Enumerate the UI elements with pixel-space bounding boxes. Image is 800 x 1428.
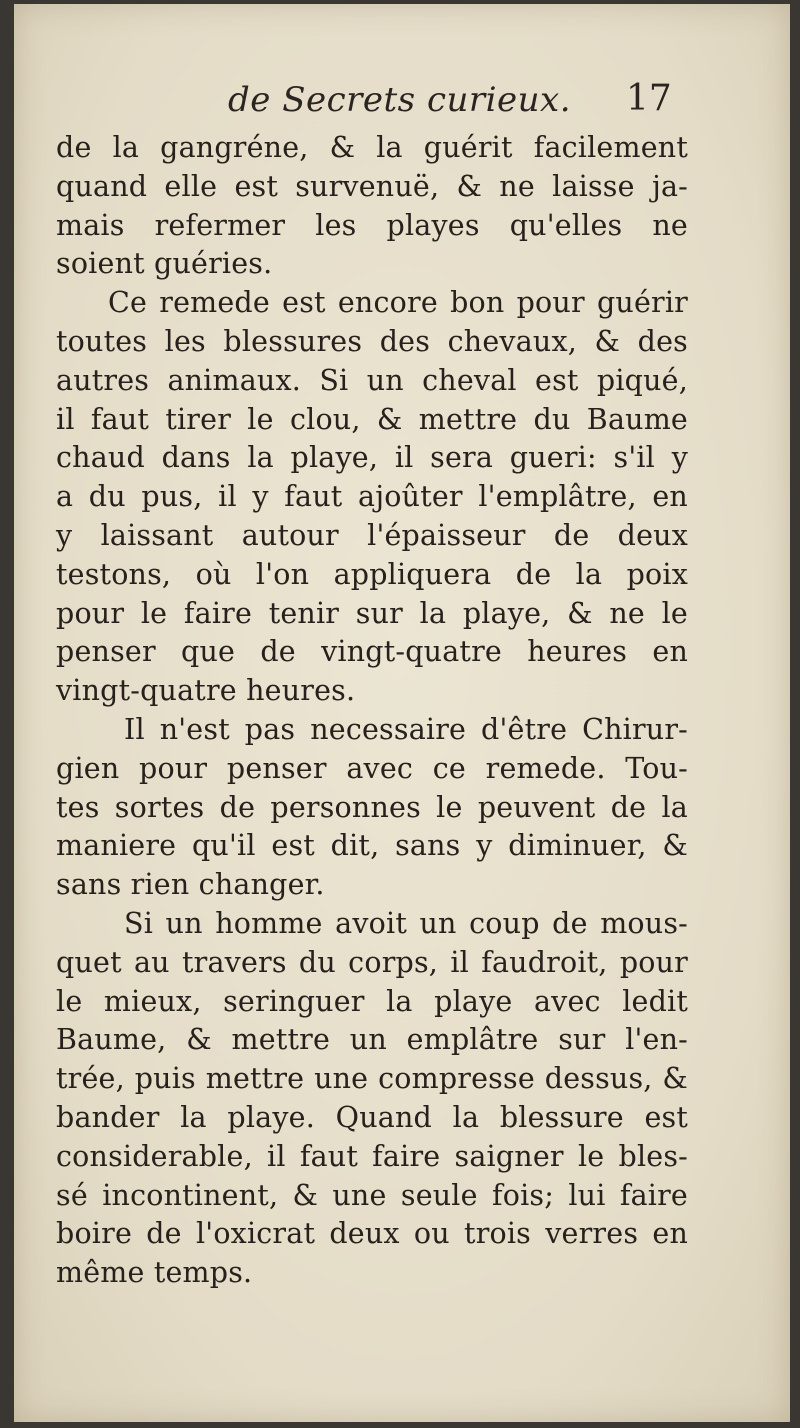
text-line: a du pus, il y faut ajoûter l'emplâtre, en bbox=[56, 480, 688, 514]
text-line: de la gangréne, & la guérit facilement bbox=[56, 131, 688, 164]
running-title: de Secrets curieux. bbox=[228, 80, 572, 120]
text-line: boire de l'oxicrat deux ou trois verres en bbox=[56, 1217, 688, 1251]
text-line: testons, où l'on appliquera de la poix bbox=[56, 557, 688, 591]
text-line: il faut tirer le clou, & mettre du Baume bbox=[56, 402, 688, 436]
text-line: soient guéries. bbox=[56, 247, 273, 281]
body-text bbox=[56, 129, 688, 1293]
text-line: sans rien changer. bbox=[56, 868, 325, 902]
text-line: Baume, & mettre un emplâtre sur l'en- bbox=[56, 1023, 688, 1057]
text-line: mais refermer les playes qu'elles ne bbox=[56, 208, 688, 242]
text-line: maniere qu'il est dit, sans y diminuer, & bbox=[56, 829, 688, 863]
text-line: Ce remede est encore bon pour guérir bbox=[108, 286, 688, 320]
text-line: sé incontinent, & une seule fois; lui faire bbox=[56, 1178, 688, 1212]
text-line: autres animaux. Si un cheval est piqué, bbox=[56, 363, 688, 397]
text-line: tes sortes de personnes le peuvent de la bbox=[56, 790, 688, 824]
text-line: gien pour penser avec ce remede. Tou- bbox=[56, 751, 688, 785]
text-line: quet au travers du corps, il faudroit, pour bbox=[56, 945, 688, 979]
text-line: pour le faire tenir sur la playe, & ne le bbox=[56, 596, 688, 630]
text-line: même temps. bbox=[56, 1256, 253, 1290]
text-line: le mieux, seringuer la playe avec ledit bbox=[56, 984, 688, 1018]
book-page bbox=[14, 4, 790, 1422]
text-line: considerable, il faut faire saigner le bles- bbox=[56, 1139, 688, 1173]
running-head bbox=[14, 76, 790, 126]
text-line: vingt-quatre heures. bbox=[56, 674, 356, 708]
text-line: trée, puis mettre une compresse dessus, & bbox=[56, 1062, 688, 1096]
text-line: Si un homme avoit un coup de mous- bbox=[124, 906, 688, 940]
text-line: quand elle est survenuë, & ne laisse ja- bbox=[56, 169, 688, 203]
page-number: 17 bbox=[626, 78, 672, 119]
text-line: y laissant autour l'épaisseur de deux bbox=[56, 518, 688, 552]
text-line: penser que de vingt-quatre heures en bbox=[56, 635, 688, 669]
text-line: chaud dans la playe, il sera gueri: s'il y bbox=[56, 441, 688, 475]
text-line: Il n'est pas necessaire d'être Chirur- bbox=[124, 712, 688, 746]
text-line: bander la playe. Quand la blessure est bbox=[56, 1100, 688, 1134]
text-line: toutes les blessures des chevaux, & des bbox=[56, 324, 688, 358]
